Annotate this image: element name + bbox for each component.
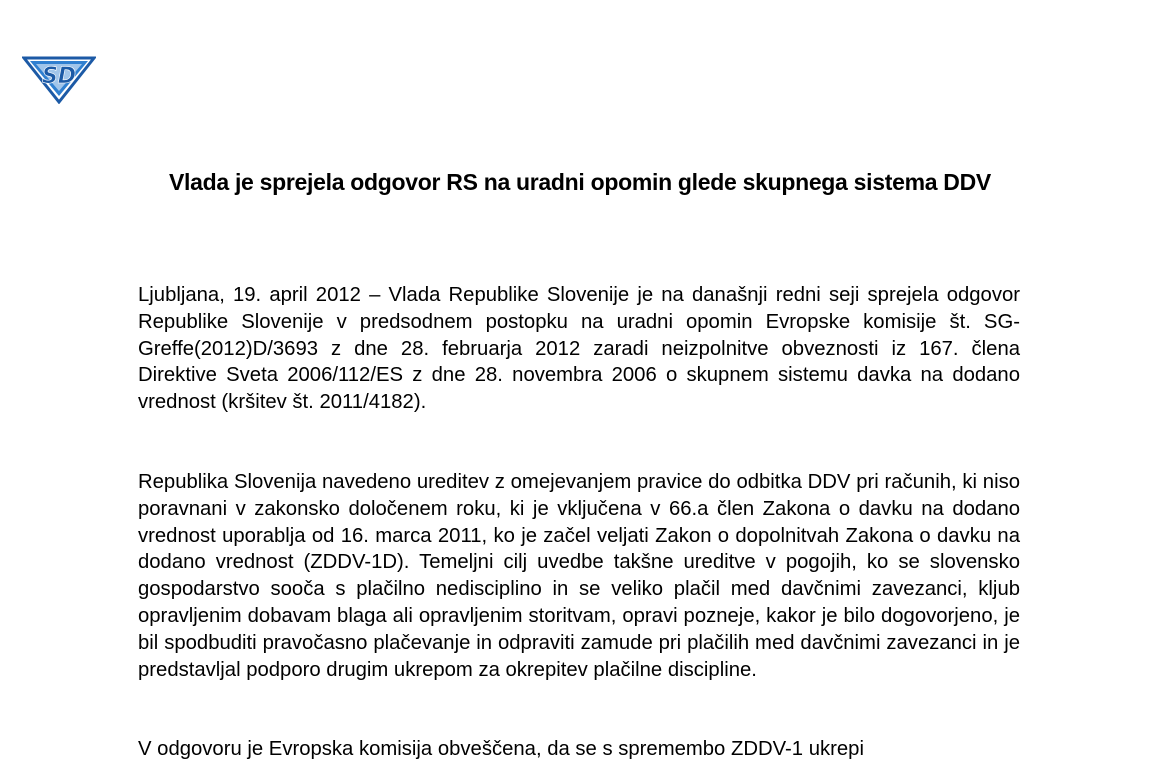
document-title: Vlada je sprejela odgovor RS na uradni opomin glede skupnega sistema DDV [169,169,991,195]
paragraph-2: Republika Slovenija navedeno ureditev z omejevanjem pravice do odbitka DDV pri računih, ki niso poravnani v zakonsko določenem roku, ki je vključena v 66.a člen Zakona o davku na dodano vrednost uporablja od 16. marca 2011, ko je začel veljati Zakon o dopolnitvah Zakona o davku na dodano vrednost (ZDDV-1D). Temeljni cilj uvedbe takšne ureditve v pogojih, ko se slovensko gospodarstvo sooča s plačilno nedisciplino in se veliko plačil med davčnimi zavezanci, kljub opravljenim dobavam blaga ali opravljenim storitvam, opravi pozneje, kakor je bilo dogovorjeno, je bil spodbuditi pravočasno plačevanje in odpraviti zamude pri plačilih med davčnimi zavezanci in je predstavljal podporo drugim ukrepom za okrepitev plačilne discipline. [138,471,1020,681]
paragraph-3: V odgovoru je Evropska komisija obveščena, da se s spremembo ZDDV-1 ukrepi [138,738,864,760]
paragraph-1: Ljubljana, 19. april 2012 – Vlada Republike Slovenije je na današnji redni seji sprejela odgovor Republike Slovenije v predsodnem postopku na uradni opomin Evropske komisije št. SG-Greffe(2012)D/3693 z dne 28. februarja 2012 zaradi neizpolnitve obveznosti iz 167. člena Direktive Sveta 2006/112/ES z dne 28. novembra 2006 o skupnem sistemu davka na dodano vrednost (kršitev št. 2011/4182). [138,284,1020,414]
sd-logo [22,50,96,104]
sd-logo-icon [22,50,96,104]
logo-text: SD [41,64,77,89]
